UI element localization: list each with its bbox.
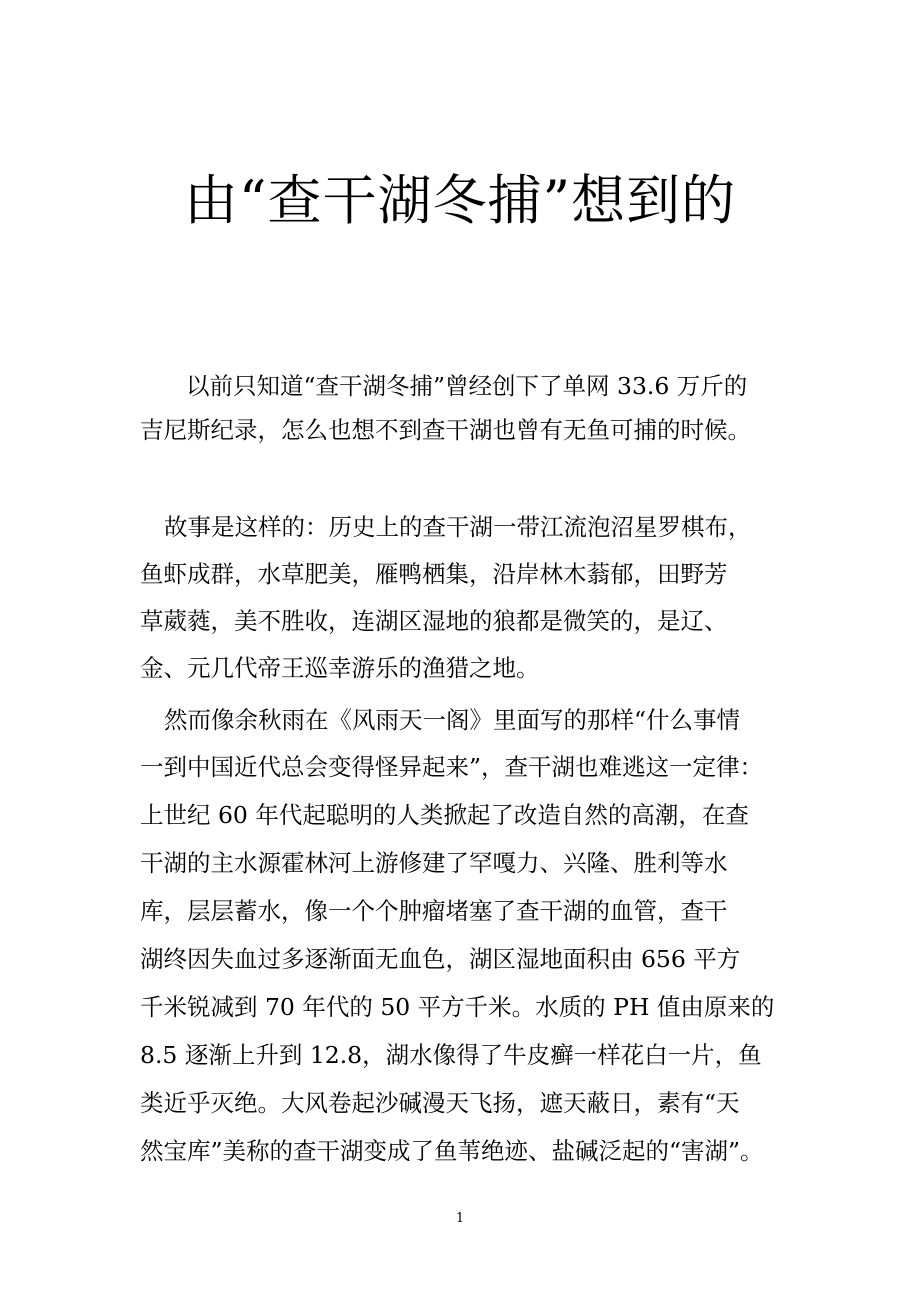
paragraph-3-line-4: 干湖的主水源霍林河上游修建了罕嘎力、兴隆、胜利等水	[140, 849, 728, 877]
paragraph-3-line-8: 8.5 逐渐上升到 12.8，湖水像得了牛皮癣一样花白一片，鱼	[140, 1041, 762, 1069]
paragraph-2-line-4: 金、元几代帝王巡幸游乐的渔猎之地。	[140, 654, 540, 682]
paragraph-3-line-9: 类近乎灭绝。大风卷起沙碱漫天飞扬，遮天蔽日，素有“天	[140, 1089, 740, 1117]
paragraph-1-line-2: 吉尼斯纪录，怎么也想不到查干湖也曾有无鱼可捕的时候。	[140, 416, 751, 444]
paragraph-3-line-10: 然宝库”美称的查干湖变成了鱼苇绝迹、盐碱泛起的“害湖”。	[140, 1137, 764, 1165]
paragraph-2-line-2: 鱼虾成群，水草肥美，雁鸭栖集，沿岸林木蓊郁，田野芳	[140, 560, 728, 588]
paragraph-3-line-3: 上世纪 60 年代起聪明的人类掀起了改造自然的高潮，在查	[140, 801, 749, 829]
paragraph-3-line-2: 一到中国近代总会变得怪异起来”，查干湖也难逃这一定律：	[140, 753, 764, 781]
paragraph-2-line-1: 故事是这样的：历史上的查干湖一带江流泡沼星罗棋布，	[164, 513, 752, 541]
paragraph-1-line-1: 以前只知道“查干湖冬捕”曾经创下了单网 33.6 万斤的	[186, 372, 748, 400]
paragraph-3-line-7: 千米锐减到 70 年代的 50 平方千米。水质的 PH 值由原来的	[140, 993, 775, 1021]
document-title: 由“查干湖冬捕”想到的	[183, 169, 737, 232]
page-number: 1	[455, 1211, 465, 1226]
paragraph-3-line-6: 湖终因失血过多逐渐面无血色，湖区湿地面积由 656 平方	[140, 945, 741, 973]
paragraph-2-line-3: 草葳蕤，美不胜收，连湖区湿地的狼都是微笑的，是辽、	[140, 607, 728, 635]
paragraph-3-line-5: 库，层层蓄水，像一个个肿瘤堵塞了查干湖的血管，查干	[140, 897, 728, 925]
paragraph-3-line-1: 然而像余秋雨在《风雨天一阁》里面写的那样“什么事情	[164, 706, 741, 734]
